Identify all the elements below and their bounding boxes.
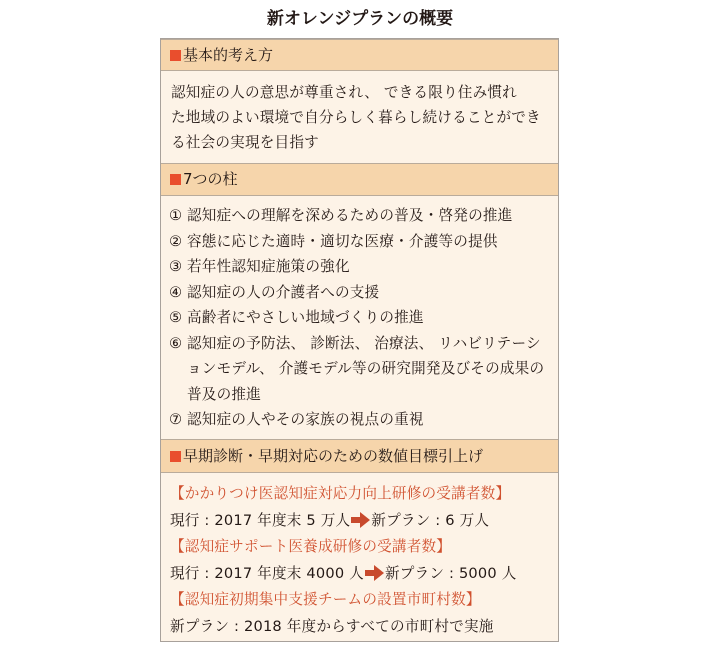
square-bullet-icon <box>170 50 181 61</box>
text-line: た地域のよい環境で自分らしく暮らし続けることができ <box>171 109 541 126</box>
item-number: ④ <box>169 283 183 301</box>
list-item <box>169 254 554 280</box>
plan-value: 新プラン : 6 万人 <box>371 511 490 529</box>
plan-value: 新プラン : 5000 人 <box>384 564 517 582</box>
item-number: ⑦ <box>169 411 183 428</box>
item-number: ⑥ <box>169 334 183 352</box>
target-values <box>170 614 554 641</box>
list-item <box>169 203 554 229</box>
plan-value: 新プラン : 2018 年度からすべての市町村で実施 <box>170 617 494 635</box>
item-text: 認知症への理解を深めるための普及・啓発の推進 <box>187 207 513 224</box>
square-bullet-icon <box>170 174 181 185</box>
item-number: ③ <box>169 258 183 275</box>
section-header-label: 早期診断・早期対応のための数値目標引上げ <box>183 447 484 465</box>
target-values <box>170 561 554 588</box>
item-text: 容態に応じた適時・適切な医療・介護等の提供 <box>187 232 498 250</box>
item-text: 高齢者にやさしい地域づくりの推進 <box>187 309 424 326</box>
section-header-label: 基本的考え方 <box>183 46 274 64</box>
section-header-basic-concept <box>161 39 558 71</box>
target-values <box>170 508 554 535</box>
item-text: 若年性認知症施策の強化 <box>187 258 350 275</box>
item-number: ① <box>169 207 183 224</box>
right-arrow-icon <box>365 567 384 579</box>
list-item <box>169 229 554 255</box>
text-line: 認知症の人の意思が尊重され、 できる限り住み慣れ <box>171 84 517 101</box>
item-text: 認知症の人やその家族の視点の重視 <box>187 411 424 428</box>
basic-concept-text <box>171 80 552 155</box>
list-item <box>169 280 554 306</box>
text-line: る社会の実現を目指す <box>171 134 319 151</box>
item-number: ⑤ <box>169 309 183 326</box>
page-title: 新オレンジプランの概要 <box>266 9 454 29</box>
overview-box <box>160 38 559 642</box>
section-header-numeric-targets <box>161 439 558 473</box>
list-item <box>169 407 554 433</box>
square-bullet-icon <box>170 451 181 462</box>
target-label: 【認知症サポート医養成研修の受講者数】 <box>170 538 452 555</box>
current-value: 現行 : 2017 年度末 5 万人 <box>170 511 351 529</box>
target-label: 【認知症初期集中支援チームの設置市町村数】 <box>170 591 481 608</box>
list-item <box>169 305 554 331</box>
section-header-label: 7つの柱 <box>183 170 238 188</box>
current-value: 現行 : 2017 年度末 4000 人 <box>170 564 364 582</box>
section-header-seven-pillars <box>161 163 558 196</box>
pillars-list <box>169 203 554 433</box>
item-text: 認知症の予防法、 診断法、 治療法、 リハビリテーションモデル、 介護モデル等の研究開発及びその成果の普及の推進 <box>187 334 545 403</box>
item-number: ② <box>169 232 183 250</box>
numeric-targets <box>170 481 554 640</box>
right-arrow-icon <box>351 514 370 526</box>
list-item <box>169 331 554 408</box>
target-label: 【かかりつけ医認知症対応力向上研修の受講者数】 <box>170 485 511 502</box>
item-text: 認知症の人の介護者への支援 <box>187 283 380 301</box>
